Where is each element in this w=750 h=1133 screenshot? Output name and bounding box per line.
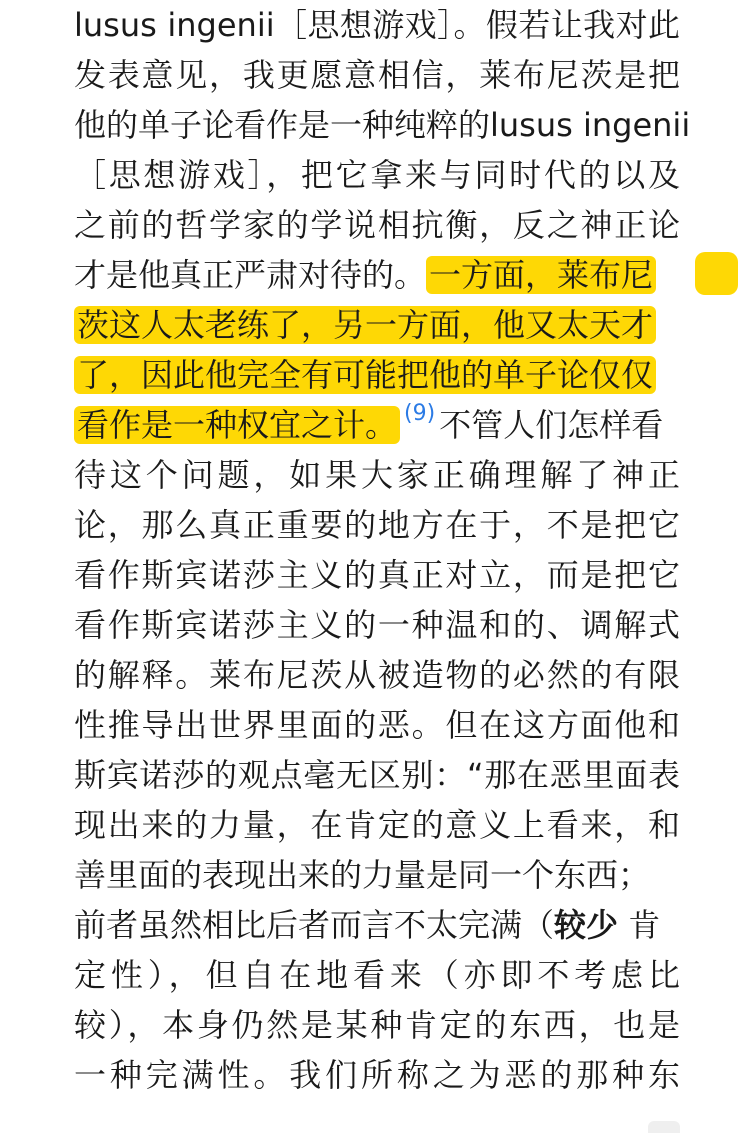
highlighted-passage[interactable]: 看作是一种权宜之计。 <box>74 406 400 444</box>
text-line-16: 斯宾诺莎的观点毫无区别：“那在恶里面表 <box>74 756 680 794</box>
text-plain: 才是他真正严肃对待的。 <box>74 256 427 294</box>
highlight-note-marker-icon[interactable] <box>695 252 738 295</box>
text-line-2: 发表意见，我更愿意相信，莱布尼茨是把 <box>74 56 680 94</box>
text-line-21: 较），本身仍然是某种肯定的东西，也是 <box>74 1006 680 1044</box>
text-line-5: 之前的哲学家的学说相抗衡，反之神正论 <box>74 206 680 244</box>
text-plain: 肯 <box>618 906 661 944</box>
text-plain: 前者虽然相比后者而言不太完满（ <box>74 906 555 944</box>
text-line-6 <box>74 250 680 300</box>
text-line-17: 现出来的力量，在肯定的意义上看来，和 <box>74 806 680 844</box>
text-line-4: ［思想游戏］，把它拿来与同时代的以及 <box>74 156 680 194</box>
text-line-7 <box>74 300 680 350</box>
text-line-12: 看作斯宾诺莎主义的真正对立，而是把它 <box>74 556 680 594</box>
text-line-11: 论，那么真正重要的地方在于，不是把它 <box>74 506 680 544</box>
text-line-15: 性推导出世界里面的恶。但在这方面他和 <box>74 706 680 744</box>
highlighted-passage[interactable]: 茨这人太老练了，另一方面，他又太天才 <box>74 306 656 344</box>
page-handle[interactable] <box>648 1121 680 1133</box>
text-line-22: 一种完满性。我们所称之为恶的那种东 <box>74 1056 680 1094</box>
text-plain: 不管人们怎样看 <box>439 406 664 444</box>
text-line-8 <box>74 350 680 400</box>
text-line-14: 的解释。莱布尼茨从被造物的必然的有限 <box>74 656 680 694</box>
footnote-link[interactable]: (9) <box>404 401 436 426</box>
text-line-13: 看作斯宾诺莎主义的一种温和的、调解式 <box>74 606 680 644</box>
text-line-10: 待这个问题，如果大家正确理解了神正 <box>74 456 680 494</box>
text-line-3: 他的单子论看作是一种纯粹的lusus ingenii <box>74 106 691 144</box>
highlighted-passage[interactable]: 了，因此他完全有可能把他的单子论仅仅 <box>74 356 656 394</box>
text-line-19 <box>74 900 680 950</box>
text-line-1: lusus ingenii［思想游戏］。假若让我对此 <box>74 6 680 44</box>
bold-text: 较少 <box>554 906 619 944</box>
highlighted-passage[interactable]: 一方面，莱布尼 <box>426 256 656 294</box>
text-line-18: 善里面的表现出来的力量是同一个东西； <box>74 856 651 894</box>
text-line-9 <box>74 400 680 450</box>
text-line-20: 定性），但自在地看来（亦即不考虑比 <box>74 956 680 994</box>
